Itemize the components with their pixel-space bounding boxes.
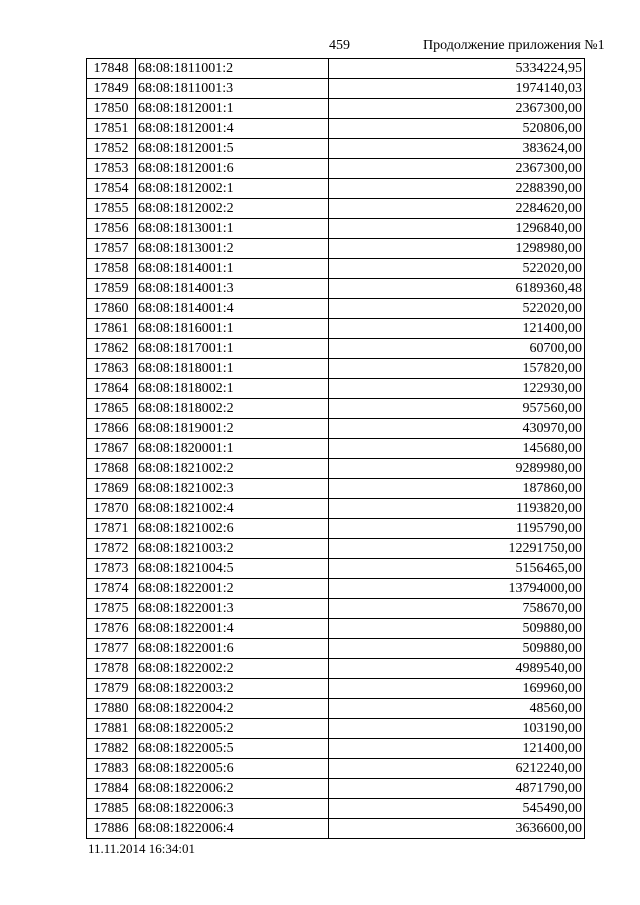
table-row	[87, 279, 585, 299]
cadastral-number-cell: 68:08:1822001:3	[136, 599, 329, 619]
row-number-cell: 17875	[87, 599, 136, 619]
row-number-cell: 17874	[87, 579, 136, 599]
table-row	[87, 299, 585, 319]
table-row	[87, 739, 585, 759]
row-number-cell: 17853	[87, 159, 136, 179]
value-cell: 121400,00	[329, 319, 585, 339]
table-row	[87, 799, 585, 819]
value-cell: 758670,00	[329, 599, 585, 619]
cadastral-number-cell: 68:08:1812002:1	[136, 179, 329, 199]
table-row	[87, 759, 585, 779]
table-row	[87, 499, 585, 519]
appendix-title: Продолжение приложения №1	[423, 38, 605, 53]
row-number-cell: 17877	[87, 639, 136, 659]
table-row	[87, 339, 585, 359]
value-cell: 2367300,00	[329, 159, 585, 179]
value-cell: 383624,00	[329, 139, 585, 159]
row-number-cell: 17849	[87, 79, 136, 99]
value-cell: 1193820,00	[329, 499, 585, 519]
table-row	[87, 579, 585, 599]
value-cell: 522020,00	[329, 259, 585, 279]
row-number-cell: 17848	[87, 59, 136, 79]
value-cell: 187860,00	[329, 479, 585, 499]
table-row	[87, 479, 585, 499]
row-number-cell: 17868	[87, 459, 136, 479]
cadastral-number-cell: 68:08:1822005:2	[136, 719, 329, 739]
table-row	[87, 119, 585, 139]
value-cell: 4871790,00	[329, 779, 585, 799]
value-cell: 121400,00	[329, 739, 585, 759]
row-number-cell: 17884	[87, 779, 136, 799]
row-number-cell: 17866	[87, 419, 136, 439]
value-cell: 522020,00	[329, 299, 585, 319]
table-row	[87, 619, 585, 639]
cadastral-number-cell: 68:08:1822001:4	[136, 619, 329, 639]
value-cell: 5334224,95	[329, 59, 585, 79]
value-cell: 1298980,00	[329, 239, 585, 259]
table-row	[87, 819, 585, 839]
cadastral-number-cell: 68:08:1821003:2	[136, 539, 329, 559]
value-cell: 13794000,00	[329, 579, 585, 599]
table-row	[87, 719, 585, 739]
value-cell: 9289980,00	[329, 459, 585, 479]
row-number-cell: 17864	[87, 379, 136, 399]
value-cell: 122930,00	[329, 379, 585, 399]
row-number-cell: 17850	[87, 99, 136, 119]
value-cell: 2367300,00	[329, 99, 585, 119]
value-cell: 157820,00	[329, 359, 585, 379]
cadastral-number-cell: 68:08:1822001:2	[136, 579, 329, 599]
row-number-cell: 17880	[87, 699, 136, 719]
table-row	[87, 99, 585, 119]
cadastral-number-cell: 68:08:1813001:1	[136, 219, 329, 239]
row-number-cell: 17855	[87, 199, 136, 219]
cadastral-number-cell: 68:08:1821002:2	[136, 459, 329, 479]
row-number-cell: 17852	[87, 139, 136, 159]
table-row	[87, 219, 585, 239]
cadastral-number-cell: 68:08:1822006:4	[136, 819, 329, 839]
row-number-cell: 17870	[87, 499, 136, 519]
table-row	[87, 239, 585, 259]
cadastral-number-cell: 68:08:1822002:2	[136, 659, 329, 679]
row-number-cell: 17876	[87, 619, 136, 639]
table-row	[87, 519, 585, 539]
table-row	[87, 539, 585, 559]
cadastral-number-cell: 68:08:1814001:4	[136, 299, 329, 319]
cadastral-number-cell: 68:08:1811001:2	[136, 59, 329, 79]
cadastral-number-cell: 68:08:1822006:2	[136, 779, 329, 799]
value-cell: 1974140,03	[329, 79, 585, 99]
row-number-cell: 17862	[87, 339, 136, 359]
cadastral-number-cell: 68:08:1818001:1	[136, 359, 329, 379]
row-number-cell: 17854	[87, 179, 136, 199]
value-cell: 12291750,00	[329, 539, 585, 559]
table-row	[87, 419, 585, 439]
cadastral-number-cell: 68:08:1821002:3	[136, 479, 329, 499]
table-row	[87, 679, 585, 699]
row-number-cell: 17860	[87, 299, 136, 319]
table-row	[87, 439, 585, 459]
cadastral-number-cell: 68:08:1814001:3	[136, 279, 329, 299]
value-cell: 5156465,00	[329, 559, 585, 579]
cadastral-number-cell: 68:08:1822004:2	[136, 699, 329, 719]
cadastral-number-cell: 68:08:1821004:5	[136, 559, 329, 579]
registry-table-body	[87, 59, 585, 839]
value-cell: 520806,00	[329, 119, 585, 139]
cadastral-number-cell: 68:08:1822005:6	[136, 759, 329, 779]
row-number-cell: 17865	[87, 399, 136, 419]
table-row	[87, 359, 585, 379]
row-number-cell: 17851	[87, 119, 136, 139]
value-cell: 4989540,00	[329, 659, 585, 679]
row-number-cell: 17858	[87, 259, 136, 279]
cadastral-number-cell: 68:08:1813001:2	[136, 239, 329, 259]
cadastral-number-cell: 68:08:1817001:1	[136, 339, 329, 359]
value-cell: 509880,00	[329, 639, 585, 659]
table-row	[87, 639, 585, 659]
cadastral-number-cell: 68:08:1822005:5	[136, 739, 329, 759]
cadastral-number-cell: 68:08:1812001:6	[136, 159, 329, 179]
value-cell: 2288390,00	[329, 179, 585, 199]
cadastral-number-cell: 68:08:1822003:2	[136, 679, 329, 699]
value-cell: 957560,00	[329, 399, 585, 419]
row-number-cell: 17882	[87, 739, 136, 759]
value-cell: 6212240,00	[329, 759, 585, 779]
table-row	[87, 699, 585, 719]
value-cell: 509880,00	[329, 619, 585, 639]
row-number-cell: 17867	[87, 439, 136, 459]
table-row	[87, 399, 585, 419]
table-row	[87, 659, 585, 679]
value-cell: 1195790,00	[329, 519, 585, 539]
row-number-cell: 17871	[87, 519, 136, 539]
cadastral-number-cell: 68:08:1821002:4	[136, 499, 329, 519]
value-cell: 2284620,00	[329, 199, 585, 219]
row-number-cell: 17859	[87, 279, 136, 299]
table-row	[87, 319, 585, 339]
cadastral-number-cell: 68:08:1819001:2	[136, 419, 329, 439]
cadastral-number-cell: 68:08:1822001:6	[136, 639, 329, 659]
value-cell: 169960,00	[329, 679, 585, 699]
page-number: 459	[329, 38, 350, 53]
value-cell: 1296840,00	[329, 219, 585, 239]
table-row	[87, 79, 585, 99]
value-cell: 430970,00	[329, 419, 585, 439]
cadastral-number-cell: 68:08:1820001:1	[136, 439, 329, 459]
value-cell: 6189360,48	[329, 279, 585, 299]
value-cell: 145680,00	[329, 439, 585, 459]
cadastral-number-cell: 68:08:1818002:1	[136, 379, 329, 399]
table-row	[87, 159, 585, 179]
cadastral-number-cell: 68:08:1818002:2	[136, 399, 329, 419]
cadastral-number-cell: 68:08:1821002:6	[136, 519, 329, 539]
row-number-cell: 17881	[87, 719, 136, 739]
value-cell: 103190,00	[329, 719, 585, 739]
cadastral-number-cell: 68:08:1822006:3	[136, 799, 329, 819]
value-cell: 48560,00	[329, 699, 585, 719]
row-number-cell: 17857	[87, 239, 136, 259]
row-number-cell: 17872	[87, 539, 136, 559]
cadastral-number-cell: 68:08:1816001:1	[136, 319, 329, 339]
table-row	[87, 599, 585, 619]
table-row	[87, 379, 585, 399]
cadastral-number-cell: 68:08:1814001:1	[136, 259, 329, 279]
cadastral-number-cell: 68:08:1812001:1	[136, 99, 329, 119]
value-cell: 60700,00	[329, 339, 585, 359]
row-number-cell: 17885	[87, 799, 136, 819]
footer-timestamp: 11.11.2014 16:34:01	[88, 841, 196, 856]
table-row	[87, 59, 585, 79]
value-cell: 3636600,00	[329, 819, 585, 839]
table-row	[87, 779, 585, 799]
row-number-cell: 17873	[87, 559, 136, 579]
row-number-cell: 17856	[87, 219, 136, 239]
table-row	[87, 179, 585, 199]
table-row	[87, 139, 585, 159]
registry-table	[86, 58, 585, 839]
row-number-cell: 17869	[87, 479, 136, 499]
row-number-cell: 17886	[87, 819, 136, 839]
cadastral-number-cell: 68:08:1812002:2	[136, 199, 329, 219]
cadastral-number-cell: 68:08:1812001:5	[136, 139, 329, 159]
table-row	[87, 459, 585, 479]
value-cell: 545490,00	[329, 799, 585, 819]
cadastral-number-cell: 68:08:1811001:3	[136, 79, 329, 99]
table-row	[87, 199, 585, 219]
row-number-cell: 17883	[87, 759, 136, 779]
row-number-cell: 17878	[87, 659, 136, 679]
cadastral-number-cell: 68:08:1812001:4	[136, 119, 329, 139]
table-row	[87, 559, 585, 579]
row-number-cell: 17861	[87, 319, 136, 339]
row-number-cell: 17863	[87, 359, 136, 379]
table-row	[87, 259, 585, 279]
row-number-cell: 17879	[87, 679, 136, 699]
